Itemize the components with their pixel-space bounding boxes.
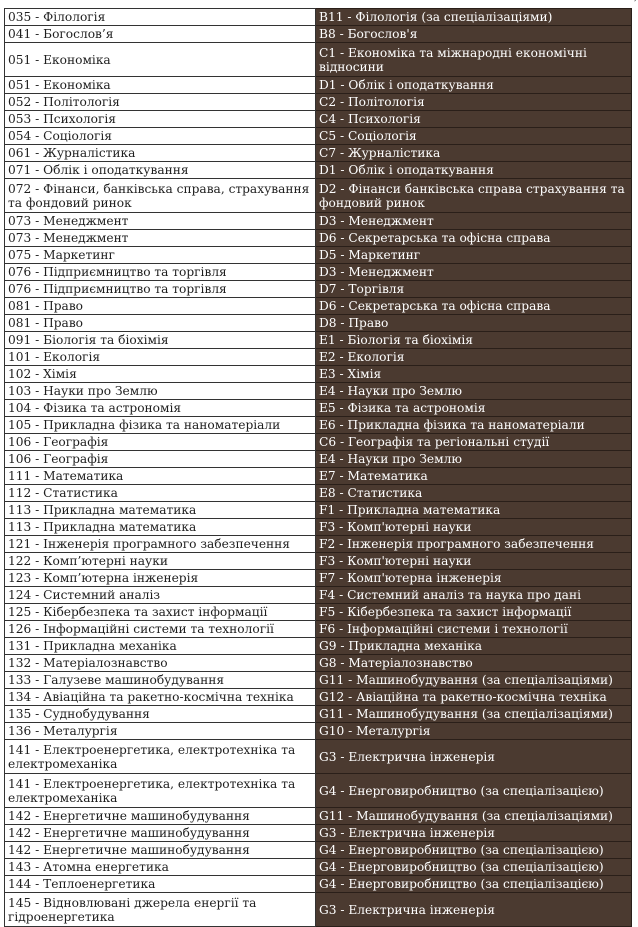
old-specialty-cell: 104 - Фізика та астрономія: [5, 400, 316, 417]
new-specialty-cell: F1 - Прикладна математика: [316, 502, 632, 519]
old-specialty-cell: 121 - Інженерія програмного забезпечення: [5, 536, 316, 553]
old-specialty-cell: 141 - Електроенергетика, електротехніка та електромеханіка: [5, 740, 316, 774]
new-specialty-cell: D3 - Менеджмент: [316, 264, 632, 281]
new-specialty-cell: E3 - Хімія: [316, 366, 632, 383]
table-row: [5, 672, 632, 689]
old-specialty-cell: 101 - Екологія: [5, 349, 316, 366]
old-specialty-cell: 106 - Географія: [5, 451, 316, 468]
new-specialty-cell: D1 - Облік і оподаткування: [316, 162, 632, 179]
new-specialty-cell: F2 - Інженерія програмного забезпечення: [316, 536, 632, 553]
table-row: [5, 366, 632, 383]
table-row: [5, 281, 632, 298]
old-specialty-cell: 076 - Підприємництво та торгівля: [5, 264, 316, 281]
new-specialty-cell: D1 - Облік і оподаткування: [316, 77, 632, 94]
old-specialty-cell: 135 - Суднобудування: [5, 706, 316, 723]
new-specialty-cell: C6 - Географія та регіональні студії: [316, 434, 632, 451]
old-specialty-cell: 145 - Відновлювані джерела енергії та гідроенергетика: [5, 893, 316, 927]
old-specialty-cell: 142 - Енергетичне машинобудування: [5, 842, 316, 859]
old-specialty-cell: 124 - Системний аналіз: [5, 587, 316, 604]
new-specialty-cell: F5 - Кібербезпека та захист інформації: [316, 604, 632, 621]
old-specialty-cell: 054 - Соціологія: [5, 128, 316, 145]
table-row: [5, 502, 632, 519]
old-specialty-cell: 111 - Математика: [5, 468, 316, 485]
table-row: [5, 740, 632, 774]
old-specialty-cell: 052 - Політологія: [5, 94, 316, 111]
table-row: [5, 876, 632, 893]
new-specialty-cell: G4 - Енерговиробництво (за спеціалізацією): [316, 842, 632, 859]
table-row: [5, 332, 632, 349]
new-specialty-cell: G8 - Матеріалознавство: [316, 655, 632, 672]
table-row: [5, 247, 632, 264]
old-specialty-cell: 141 - Електроенергетика, електротехніка та електромеханіка: [5, 774, 316, 808]
old-specialty-cell: 142 - Енергетичне машинобудування: [5, 825, 316, 842]
table-row: [5, 485, 632, 502]
new-specialty-cell: F6 - Інформаційні системи і технології: [316, 621, 632, 638]
old-specialty-cell: 075 - Маркетинг: [5, 247, 316, 264]
new-specialty-cell: B11 - Філологія (за спеціалізаціями): [316, 9, 632, 26]
old-specialty-cell: 106 - Географія: [5, 434, 316, 451]
table-row: [5, 230, 632, 247]
old-specialty-cell: 143 - Атомна енергетика: [5, 859, 316, 876]
old-specialty-cell: 125 - Кібербезпека та захист інформації: [5, 604, 316, 621]
table-row: [5, 825, 632, 842]
new-specialty-cell: E7 - Математика: [316, 468, 632, 485]
old-specialty-cell: 091 - Біологія та біохімія: [5, 332, 316, 349]
new-specialty-cell: D2 - Фінанси банківська справа страхування та фондовий ринок: [316, 179, 632, 213]
old-specialty-cell: 035 - Філологія: [5, 9, 316, 26]
new-specialty-cell: E8 - Статистика: [316, 485, 632, 502]
old-specialty-cell: 051 - Економіка: [5, 77, 316, 94]
table-row: [5, 621, 632, 638]
new-specialty-cell: C4 - Психологія: [316, 111, 632, 128]
new-specialty-cell: F4 - Системний аналіз та наука про дані: [316, 587, 632, 604]
old-specialty-cell: 136 - Металургія: [5, 723, 316, 740]
old-specialty-cell: 061 - Журналістика: [5, 145, 316, 162]
table-row: [5, 808, 632, 825]
table-row: [5, 536, 632, 553]
table-row: [5, 213, 632, 230]
table-row: [5, 655, 632, 672]
table-row: [5, 349, 632, 366]
table-row: [5, 111, 632, 128]
old-specialty-cell: 142 - Енергетичне машинобудування: [5, 808, 316, 825]
new-specialty-cell: D8 - Право: [316, 315, 632, 332]
table-row: [5, 451, 632, 468]
new-specialty-cell: E5 - Фізика та астрономія: [316, 400, 632, 417]
new-specialty-cell: E6 - Прикладна фізика та наноматеріали: [316, 417, 632, 434]
new-specialty-cell: G4 - Енерговиробництво (за спеціалізацією): [316, 774, 632, 808]
new-specialty-cell: D7 - Торгівля: [316, 281, 632, 298]
specialty-mapping-table: [4, 8, 632, 927]
new-specialty-cell: G4 - Енерговиробництво (за спеціалізацією): [316, 859, 632, 876]
new-specialty-cell: G3 - Електрична інженерія: [316, 740, 632, 774]
new-specialty-cell: D6 - Секретарська та офісна справа: [316, 298, 632, 315]
old-specialty-cell: 134 - Авіаційна та ракетно-космічна техніка: [5, 689, 316, 706]
new-specialty-cell: G4 - Енерговиробництво (за спеціалізацією): [316, 876, 632, 893]
new-specialty-cell: G3 - Електрична інженерія: [316, 893, 632, 927]
new-specialty-cell: F3 - Комп'ютерні науки: [316, 519, 632, 536]
old-specialty-cell: 103 - Науки про Землю: [5, 383, 316, 400]
new-specialty-cell: E1 - Біологія та біохімія: [316, 332, 632, 349]
table-row: [5, 553, 632, 570]
new-specialty-cell: E4 - Науки про Землю: [316, 451, 632, 468]
new-specialty-cell: G11 - Машинобудування (за спеціалізаціями): [316, 672, 632, 689]
table-row: [5, 145, 632, 162]
old-specialty-cell: 132 - Матеріалознавство: [5, 655, 316, 672]
old-specialty-cell: 051 - Економіка: [5, 43, 316, 77]
new-specialty-cell: G11 - Машинобудування (за спеціалізаціями): [316, 808, 632, 825]
old-specialty-cell: 126 - Інформаційні системи та технології: [5, 621, 316, 638]
old-specialty-cell: 144 - Теплоенергетика: [5, 876, 316, 893]
table-row: [5, 9, 632, 26]
table-row: [5, 77, 632, 94]
table-body: [5, 9, 632, 927]
table-row: [5, 434, 632, 451]
table-row: [5, 723, 632, 740]
table-row: [5, 519, 632, 536]
table-row: [5, 128, 632, 145]
new-specialty-cell: D6 - Секретарська та офісна справа: [316, 230, 632, 247]
old-specialty-cell: 076 - Підприємництво та торгівля: [5, 281, 316, 298]
old-specialty-cell: 073 - Менеджмент: [5, 230, 316, 247]
table-row: [5, 162, 632, 179]
new-specialty-cell: F3 - Комп'ютерні науки: [316, 553, 632, 570]
table-row: [5, 298, 632, 315]
table-row: [5, 179, 632, 213]
old-specialty-cell: 081 - Право: [5, 298, 316, 315]
table-row: [5, 842, 632, 859]
table-row: [5, 587, 632, 604]
table-row: [5, 26, 632, 43]
table-row: [5, 468, 632, 485]
new-specialty-cell: D5 - Маркетинг: [316, 247, 632, 264]
table-row: [5, 706, 632, 723]
table-row: [5, 43, 632, 77]
old-specialty-cell: 113 - Прикладна математика: [5, 502, 316, 519]
old-specialty-cell: 072 - Фінанси, банківська справа, страхування та фондовий ринок: [5, 179, 316, 213]
old-specialty-cell: 071 - Облік і оподаткування: [5, 162, 316, 179]
old-specialty-cell: 053 - Психологія: [5, 111, 316, 128]
table-row: [5, 315, 632, 332]
old-specialty-cell: 122 - Комп’ютерні науки: [5, 553, 316, 570]
old-specialty-cell: 105 - Прикладна фізика та наноматеріали: [5, 417, 316, 434]
table-row: [5, 570, 632, 587]
table-row: [5, 604, 632, 621]
new-specialty-cell: C2 - Політологія: [316, 94, 632, 111]
new-specialty-cell: E4 - Науки про Землю: [316, 383, 632, 400]
table-row: [5, 638, 632, 655]
table-row: [5, 383, 632, 400]
old-specialty-cell: 123 - Комп’ютерна інженерія: [5, 570, 316, 587]
new-specialty-cell: C7 - Журналістика: [316, 145, 632, 162]
new-specialty-cell: B8 - Богослов'я: [316, 26, 632, 43]
new-specialty-cell: G9 - Прикладна механіка: [316, 638, 632, 655]
table-row: [5, 774, 632, 808]
new-specialty-cell: E2 - Екологія: [316, 349, 632, 366]
new-specialty-cell: C5 - Соціологія: [316, 128, 632, 145]
old-specialty-cell: 041 - Богослов’я: [5, 26, 316, 43]
new-specialty-cell: G11 - Машинобудування (за спеціалізаціями): [316, 706, 632, 723]
table-row: [5, 893, 632, 927]
table-row: [5, 400, 632, 417]
old-specialty-cell: 102 - Хімія: [5, 366, 316, 383]
new-specialty-cell: G3 - Електрична інженерія: [316, 825, 632, 842]
old-specialty-cell: 112 - Статистика: [5, 485, 316, 502]
old-specialty-cell: 133 - Галузеве машинобудування: [5, 672, 316, 689]
old-specialty-cell: 081 - Право: [5, 315, 316, 332]
old-specialty-cell: 073 - Менеджмент: [5, 213, 316, 230]
table-row: [5, 264, 632, 281]
table-row: [5, 417, 632, 434]
new-specialty-cell: D3 - Менеджмент: [316, 213, 632, 230]
new-specialty-cell: G10 - Металургія: [316, 723, 632, 740]
new-specialty-cell: F7 - Комп'ютерна інженерія: [316, 570, 632, 587]
new-specialty-cell: G12 - Авіаційна та ракетно-космічна техніка: [316, 689, 632, 706]
table-row: [5, 94, 632, 111]
old-specialty-cell: 113 - Прикладна математика: [5, 519, 316, 536]
new-specialty-cell: C1 - Економіка та міжнародні економічні відносини: [316, 43, 632, 77]
table-row: [5, 859, 632, 876]
old-specialty-cell: 131 - Прикладна механіка: [5, 638, 316, 655]
table-row: [5, 689, 632, 706]
